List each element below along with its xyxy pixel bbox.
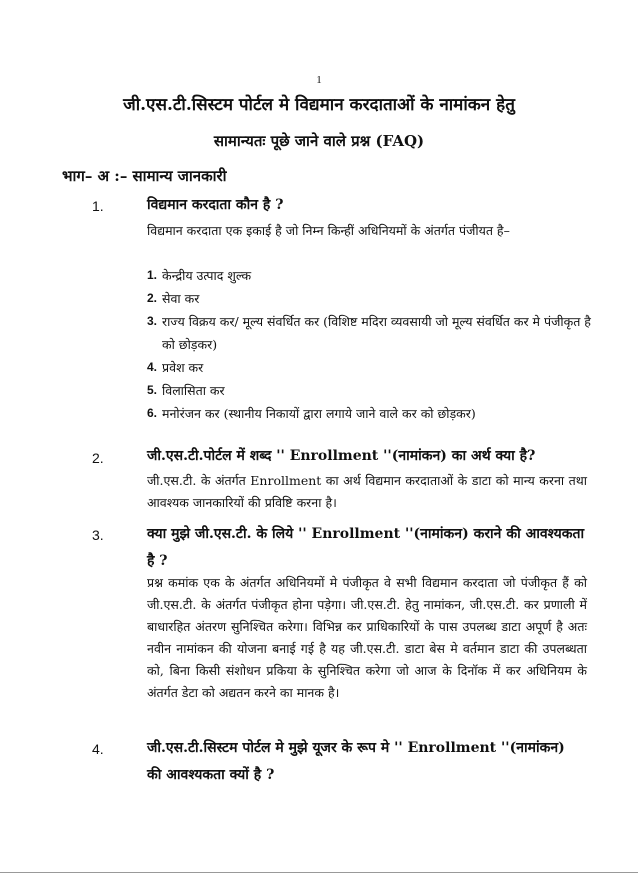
question-text: विद्यमान करदाता कौन है ?: [147, 197, 284, 213]
list-item: 2. सेवा कर: [147, 291, 200, 306]
question-text: जी.एस.टी.पोर्टल में शब्द '' Enrollment ''(नामांकन) का अर्थ क्या है?: [147, 448, 536, 464]
list-item: 1. केन्द्रीय उत्पाद शुल्क: [147, 268, 252, 283]
question-number: 1.: [92, 198, 104, 214]
list-item: 5. विलासिता कर: [147, 383, 225, 398]
page-number: 1: [316, 74, 322, 86]
page-bottom-rule: [0, 872, 638, 873]
list-item: 4. प्रवेश कर: [147, 360, 204, 375]
answer-text: जी.एस.टी. के अंतर्गत Enrollment का अर्थ विद्यमान करदाताओं के डाटा को मान्य करना तथा आवश्यक जानकारियों की प्रविष्टि करना है।: [147, 473, 587, 510]
question-number: 3.: [92, 527, 104, 543]
answer-list: [147, 264, 597, 425]
question-number: 2.: [92, 450, 104, 466]
answer-text: प्रश्न कमांक एक के अंतर्गत अधिनियमों मे पंजीकृत वे सभी विद्यमान करदाता जो पंजीकृत हैं को जी.एस.टी. के अंतर्गत पंजीकृत होना पड़ेगा। जी.एस.टी. हेतु नामांकन, जी.एस.टी. कर प्रणाली में बाधारहित अंतरण सुनिश्चित करेगा। विभिन्न कर प्राधिकारियों के पास उपलब्ध डाटा अपूर्ण है अतः नवीन नामांकन की योजना बनाई गई है यह जी.एस.टी. डाटा बेस मे वर्तमान डाटा की उपलब्धता को, बिना किसी संशोधन प्रकिया के सुनिश्चित करेगा जो आज के दिनॉक में कर अधिनियम के अंतर्गत डेटा को अद्यतन करने का मानक है।: [147, 575, 587, 700]
list-item: 3. राज्य विक्रय कर/ मूल्य संवर्धित कर (विशिष्ट मदिरा व्यवसायी जो मूल्य संवर्धित कर मे पंजीकृत है को छोड़कर): [147, 314, 591, 352]
question-text: जी.एस.टी.सिस्टम पोर्टल मे मुझे यूजर के रूप मे '' Enrollment ''(नामांकन) की आवश्यकता क्यों है ?: [147, 740, 565, 783]
list-item: 6. मनोरंजन कर (स्थानीय निकायों द्वारा लगाये जाने वाले कर को छोड़कर): [147, 406, 476, 421]
question-number: 4.: [92, 741, 104, 757]
question-text: क्या मुझे जी.एस.टी. के लिये '' Enrollment ''(नामांकन) कराने की आवश्यकता है ?: [147, 526, 585, 569]
answer-text: विद्यमान करदाता एक इकाई है जो निम्न किन्हीं अधिनियमों के अंतर्गत पंजीयत है–: [147, 223, 510, 238]
document-subtitle: सामान्यतः पूछे जाने वाले प्रश्न (FAQ): [213, 132, 425, 150]
document-title: जी.एस.टी.सिस्टम पोर्टल मे विद्यमान करदाताओं के नामांकन हेतु: [123, 95, 515, 115]
section-heading: भाग– अ :– सामान्य जानकारी: [62, 167, 227, 185]
